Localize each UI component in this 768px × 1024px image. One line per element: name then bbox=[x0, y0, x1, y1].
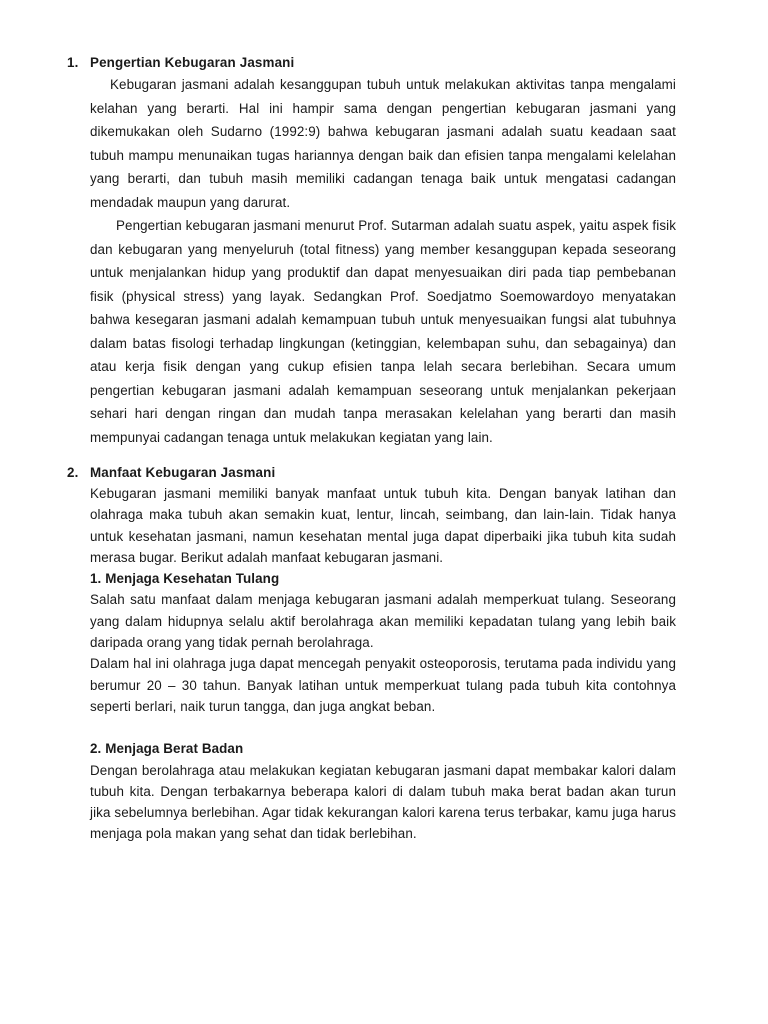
paragraph: Pengertian kebugaran jasmani menurut Prof. Sutarman adalah suatu aspek, yaitu aspek fisik dan kebugaran yang menyeluruh (total fitness) yang member kesanggupan kepada seseorang untuk menjalankan hidup yang produktif dan dapat menyesuaikan diri pada tiap pembebanan fisik (physical stress) yang layak. Sedangkan Prof. Soedjatmo Soemowardoyo menyatakan bahwa kesegaran jasmani adalah kemampuan tubuh untuk menyesuaikan fungsi alat tubuhnya dalam batas fisologi terhadap lingkungan (ketinggian, kelembapan suhu, dan sebagainya) dan atau kerja fisik dengan yang cukup efisien tanpa lelah secara berlebihan. Secara umum pengertian kebugaran jasmani adalah kemampuan seseorang untuk menjalankan pekerjaan sehari hari dengan ringan dan mudah tanpa merasakan kelelahan yang berarti dan masih mempunyai cadangan tenaga untuk melakukan kegiatan yang lain. bbox=[90, 218, 676, 445]
section-number: 1. bbox=[67, 55, 79, 70]
subsection-title: 1. Menjaga Kesehatan Tulang bbox=[90, 571, 280, 587]
section-body bbox=[90, 483, 676, 845]
section-body bbox=[90, 73, 676, 449]
paragraph: Dalam hal ini olahraga juga dapat mencegah penyakit osteoporosis, terutama pada individu yang berumur 20 – 30 tahun. Banyak latihan untuk memperkuat tulang pada tubuh kita contohnya seperti berlari, naik turun tangga, dan juga angkat beban. bbox=[90, 656, 676, 714]
section-pengertian bbox=[67, 52, 676, 449]
paragraph: Kebugaran jasmani adalah kesanggupan tubuh untuk melakukan aktivitas tanpa mengalami kelahan yang berarti. Hal ini hampir sama dengan pengertian kebugaran jasmani yang dikemukakan oleh Sudarno (1992:9) bahwa kebugaran jasmani adalah suatu keadaan saat tubuh mampu menunaikan tugas hariannya dengan baik dan efisien tanpa mengalami kelelahan yang berarti, dan tubuh masih memiliki cadangan tenaga baik untuk mengatasi cadangan mendadak maupun yang darurat. bbox=[90, 77, 676, 210]
section-manfaat bbox=[67, 462, 676, 845]
paragraph-intro: Kebugaran jasmani memiliki banyak manfaat untuk tubuh kita. Dengan banyak latihan dan olahraga maka tubuh akan semakin kuat, lentur, lincah, seimbang, dan lain-lain. Tidak hanya untuk kesehatan jasmani, namun kesehatan mental juga dapat diperbaiki jika tubuh kita sudah merasa bugar. Berikut adalah manfaat kebugaran jasmani. bbox=[90, 486, 676, 565]
paragraph: Salah satu manfaat dalam menjaga kebugaran jasmani adalah memperkuat tulang. Seseorang yang dalam hidupnya selalu aktif berolahraga akan memiliki kepadatan tulang yang lebih baik daripada orang yang tidak pernah berolahraga. bbox=[90, 592, 676, 651]
section-title: Manfaat Kebugaran Jasmani bbox=[90, 465, 276, 480]
subsection-title: 2. Menjaga Berat Badan bbox=[90, 741, 244, 757]
spacer bbox=[90, 717, 676, 738]
section-heading bbox=[67, 52, 676, 73]
section-heading bbox=[67, 462, 676, 483]
section-number: 2. bbox=[67, 465, 79, 480]
section-title: Pengertian Kebugaran Jasmani bbox=[90, 55, 295, 70]
paragraph: Dengan berolahraga atau melakukan kegiatan kebugaran jasmani dapat membakar kalori dalam tubuh kita. Dengan terbakarnya beberapa kalori di dalam tubuh maka berat badan akan turun jika sebelumnya berlebihan. Agar tidak kekurangan kalori karena terus terbakar, kamu juga harus menjaga pola makan yang sehat dan tidak berlebihan. bbox=[90, 762, 676, 842]
